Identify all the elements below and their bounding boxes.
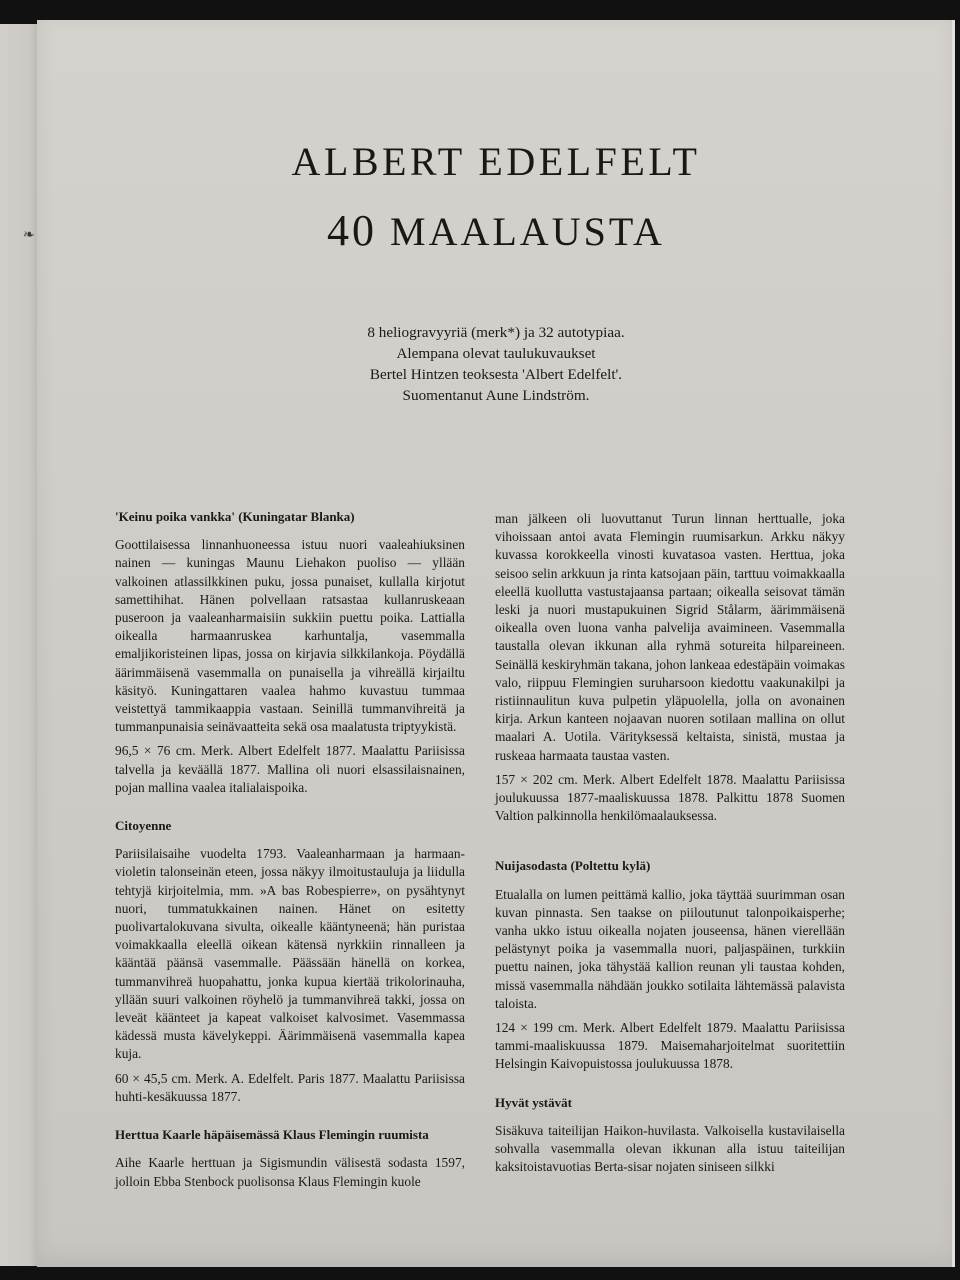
- intro-line: Alempana olevat taulukuvaukset: [396, 345, 596, 362]
- intro-line: Suomentanut Aune Lindström.: [402, 387, 590, 404]
- entry-citoyenne: [115, 817, 465, 1106]
- page-title: ALBERT EDELFELT: [291, 139, 701, 184]
- left-column: [115, 508, 465, 1197]
- entry-keinu-poika-vankka: [115, 508, 465, 797]
- page-subtitle: [37, 205, 955, 256]
- subtitle-text: MAALAUSTA: [377, 209, 665, 254]
- entry-details: 124 × 199 cm. Merk. Albert Edelfelt 1879. Maalattu Pariisissa tammi-maaliskuussa 1879. Maisemaharjoitelmat suoritettiin Helsingin Kaivopuistossa joulukuussa 1878.: [495, 1020, 845, 1072]
- entry-continuation: man jälkeen oli luovuttanut Turun linnan herttualle, joka vihoissaan antoi avata Flemingin ruumisarkun. Arkku näkyy kuvassa korokkeella vinosti kuvatasoa vasten. Herttua, joka seisoo selin arkkuun ja rinta katsojaan päin, tarttuu voimakkaalla eleellä kuollutta vastustajaansa partaan; oikealla seisovat tämän leski ja nuori mustapukuinen Sigrid Stålarm, äärimmäisenä oikealla oven luona vanha palvelija avaimineen. Vasemmalla taustalla olevan ikkunan alla ryhmä sotureita hilpareineen. Seinällä keskiryhmän takana, johon lankeaa edestäpäin voimakas valo, riippuu Flemingien suruharsoon kiedottu vaakunakilpi ja ristiinnaulitun kuva pulpetin yläpuolella, jolla on avonainen kirja. Arkun kanteen nojaavan nuoren sotilaan mallina on ollut maalari A. Uotila. Värityksessä keltaista, sinistä, mustaa ja ruskeaa harmaata taustaa vasten.: [495, 511, 845, 763]
- entry-details: 60 × 45,5 cm. Merk. A. Edelfelt. Paris 1877. Maalattu Pariisissa huhti-kesäkuussa 1877.: [115, 1070, 465, 1104]
- facing-page-edge: [0, 24, 38, 1266]
- intro-block: [37, 322, 955, 406]
- entry-nuijasodasta: [495, 857, 845, 1073]
- binding-thread-mark: ❧: [23, 228, 35, 243]
- entry-title: Nuijasodasta (Poltettu kylä): [495, 858, 651, 874]
- entry-hyvat-ystavat: [495, 1094, 845, 1177]
- entry-title: Citoyenne: [115, 818, 172, 834]
- book-page: [37, 20, 955, 1267]
- entry-description: Sisäkuva taiteilijan Haikon-huvilasta. Valkoisella kustavilaisella sohvalla vasemmalla olevan ikkunan alla istuu taiteilijan kaksitoistavuotias Berta-sisar nojaten siniseen silkki: [495, 1122, 845, 1175]
- entry-details: 96,5 × 76 cm. Merk. Albert Edelfelt 1877. Maalattu Pariisissa talvella ja keväällä 1877. Mallina oli nuori elsassilaisnainen, pojan mallina vaalea italialaispoika.: [115, 743, 465, 795]
- subtitle-number: 40: [327, 206, 378, 255]
- intro-line: 8 heliogravyyriä (merk*) ja 32 autotypiaa.: [367, 324, 625, 341]
- entry-herttua-kaarle: [115, 1126, 465, 1191]
- entry-description: Aihe Kaarle herttuan ja Sigismundin välisestä sodasta 1597, jolloin Ebba Stenbock puolisonsa Klaus Flemingin kuole: [115, 1155, 465, 1189]
- entry-details: 157 × 202 cm. Merk. Albert Edelfelt 1878. Maalattu Pariisissa joulukuussa 1877-maaliskuussa 1878. Palkittu 1878 Suomen Valtion palkinnolla henkilömaalauksessa.: [495, 771, 845, 824]
- entry-description: Pariisilaisaihe vuodelta 1793. Vaaleanharmaan ja harmaanvioletin talonseinän eteen, jossa näkyy ilmoitustauluja ja liidulla tehtyjä kirjoitelmia, mm. »A bas Robespierre», on pysähtynyt nuori, tummatukkainen nainen. Hänet on esitetty puolivartalokuvana sivulta, oikealle kääntyneenä; hän puristaa voimakkaalla eleellä oikean kätensä nyrkkiin rinnalleen ja kääntää päänsä vasemmalle. Päässään hänellä on korkea, tummanvihreä huopahattu, jonka kupua kiertää trikolorinauha, yllään suuri valkoinen röyhelö ja tummanvihreä takki, jossa on leveät käänteet ja kapeat valkoiset kalvosimet. Vasemmassa kädessä musta kävelykeppi. Äärimmäisenä vasemmalla kapea kuja.: [115, 846, 465, 1062]
- entry-title: Herttua Kaarle häpäisemässä Klaus Flemingin ruumista: [115, 1127, 429, 1143]
- entry-description: Etualalla on lumen peittämä kallio, joka täyttää suurimman osan kuvan pinnasta. Sen taakse on piiloutunut talonpoikaisperhe; vanha ukko istuu oikealla nojaten jouseensa, hänen vierellään pelästynyt poika ja vasemmalla nuori, paljaspäinen, turkkiin puettu nainen, joka tähystää kallion reunan yli taustaa kohden, missä vasemmalla nähdään joukko sotilaita lähtemässä palavista taloista.: [495, 886, 845, 1011]
- entry-title: 'Keinu poika vankka' (Kuningatar Blanka): [115, 509, 355, 524]
- right-column: [495, 510, 845, 1183]
- entry-title: Hyvät ystävät: [495, 1094, 572, 1110]
- intro-line: Bertel Hintzen teoksesta 'Albert Edelfelt'.: [369, 366, 623, 383]
- entry-description: Goottilaisessa linnanhuoneessa istuu nuori vaaleahiuksinen nainen — kuningas Maunu Liehakon puoliso — yllään valkoinen atlassilkkinen puku, jossa punaiset, kullalla kirjotut samettihihat. Hänen polvellaan ratsastaa kullanruskeaan puseroon ja vaaleanharmaisiin sukkiin puettu poika. Lattialla oikealla harmaanruskea karhuntalja, vasemmalla emaljikoristeinen lipas, jossa on kirjavia silkkilankoja. Pöydällä äärimmäisenä vasemmalla on punaisella ja vihreällä kirjailtu käsityö. Kuningattaren vaalea hahmo kuvastuu tummaa veistettyä tammikaappia vastaan. Seinillä tummanvihreitä ja tummanpunaisia seinävaatteita sekä osa maalatusta triptyykistä.: [115, 537, 465, 735]
